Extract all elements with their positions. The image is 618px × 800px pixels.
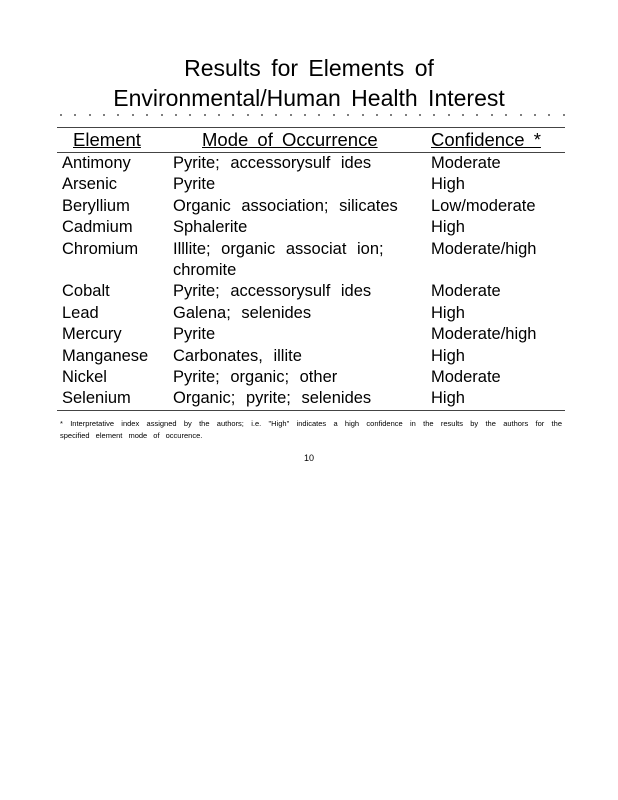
table-row — [62, 239, 562, 282]
table-row — [62, 196, 562, 217]
table-top-rule — [57, 127, 565, 128]
separator-dot — [117, 114, 119, 116]
page-title-line-1: Results for Elements of — [184, 55, 434, 81]
cell-mode-of-occurrence: Sphalerite — [173, 218, 248, 237]
cell-mode-of-occurrence: Organic association; silicates — [173, 196, 398, 215]
separator-dot — [275, 114, 277, 116]
cell-element: Lead — [62, 303, 99, 322]
separator-dot — [563, 114, 565, 116]
separator-dot — [304, 114, 306, 116]
cell-element: Arsenic — [62, 175, 118, 194]
cell-element: Nickel — [62, 368, 107, 387]
cell-confidence: Moderate/high — [431, 239, 537, 258]
cell-confidence: High — [431, 303, 465, 322]
cell-mode-of-occurrence: Galena; selenides — [173, 303, 312, 322]
cell-confidence: Low/moderate — [431, 196, 536, 215]
cell-confidence: Moderate — [431, 368, 501, 387]
cell-element: Antimony — [62, 154, 131, 172]
cell-element: Selenium — [62, 389, 131, 408]
separator-dot — [161, 114, 163, 116]
table-row — [62, 303, 562, 324]
cell-mode-of-occurrence: Organic; pyrite; selenides — [173, 389, 372, 408]
page-title-line-2: Environmental/Human Health Interest — [113, 85, 505, 111]
page-number: 10 — [303, 453, 314, 463]
cell-mode-of-occurrence: Pyrite — [173, 325, 216, 344]
separator-dot — [103, 114, 105, 116]
separator-dot — [333, 114, 335, 116]
separator-dot — [89, 114, 91, 116]
cell-element: Cobalt — [62, 282, 110, 301]
cell-mode-of-occurrence: Pyrite — [173, 175, 216, 194]
cell-element: Cadmium — [62, 218, 133, 237]
cell-confidence: High — [431, 389, 465, 408]
separator-dot — [405, 114, 407, 116]
separator-dot — [232, 114, 234, 116]
table-row — [62, 324, 562, 345]
separator-dot — [189, 114, 191, 116]
cell-element: Manganese — [62, 346, 149, 365]
cell-confidence: Moderate — [431, 282, 501, 301]
cell-confidence: Moderate — [431, 154, 501, 172]
separator-dot — [534, 114, 536, 116]
separator-dot — [419, 114, 421, 116]
column-header-confidence: Confidence * — [431, 129, 541, 150]
cell-confidence: High — [431, 175, 465, 194]
separator-dot — [318, 114, 320, 116]
cell-element: Chromium — [62, 239, 139, 258]
table-row — [62, 346, 562, 367]
cell-mode-of-occurrence: Pyrite; organic; other — [173, 368, 338, 387]
separator-dot — [476, 114, 478, 116]
separator-dot — [505, 114, 507, 116]
separator-dot — [347, 114, 349, 116]
table-bottom-rule — [57, 410, 565, 411]
separator-dot — [376, 114, 378, 116]
separator-dot — [433, 114, 435, 116]
separator-dot — [204, 114, 206, 116]
separator-dot — [390, 114, 392, 116]
separator-dot — [462, 114, 464, 116]
separator-dot — [247, 114, 249, 116]
cell-mode-of-occurrence: Pyrite; accessorysulf ides — [173, 154, 372, 172]
separator-dot — [175, 114, 177, 116]
table-row — [62, 281, 562, 302]
cell-element: Mercury — [62, 325, 122, 344]
cell-mode-of-occurrence: Illlite; organic associat ion; chromite — [173, 239, 384, 280]
separator-dot — [146, 114, 148, 116]
separator-dot — [520, 114, 522, 116]
results-table-body — [62, 153, 562, 410]
table-row — [62, 217, 562, 238]
column-header-element: Element — [73, 129, 141, 150]
table-row — [62, 174, 562, 195]
separator-dot — [218, 114, 220, 116]
separator-dot — [448, 114, 450, 116]
table-row — [62, 367, 562, 388]
cell-mode-of-occurrence: Pyrite; accessorysulf ides — [173, 282, 372, 301]
cell-mode-of-occurrence: Carbonates, illite — [173, 346, 302, 365]
separator-dot — [362, 114, 364, 116]
footnote: * Interpretative index assigned by the authors; i.e. "High" indicates a high confidence in the results by the authors for the specified element mode of occurence. — [60, 419, 562, 440]
separator-dot — [548, 114, 550, 116]
separator-dot — [290, 114, 292, 116]
cell-confidence: High — [431, 218, 465, 237]
table-row — [62, 388, 562, 409]
cell-confidence: Moderate/high — [431, 325, 537, 344]
separator-dot — [132, 114, 134, 116]
separator-dot — [261, 114, 263, 116]
table-row — [62, 153, 562, 174]
dotted-separator — [60, 114, 565, 120]
separator-dot — [74, 114, 76, 116]
separator-dot — [491, 114, 493, 116]
separator-dot — [60, 114, 62, 116]
cell-confidence: High — [431, 346, 465, 365]
cell-element: Beryllium — [62, 196, 130, 215]
column-header-mode: Mode of Occurrence — [202, 129, 378, 150]
